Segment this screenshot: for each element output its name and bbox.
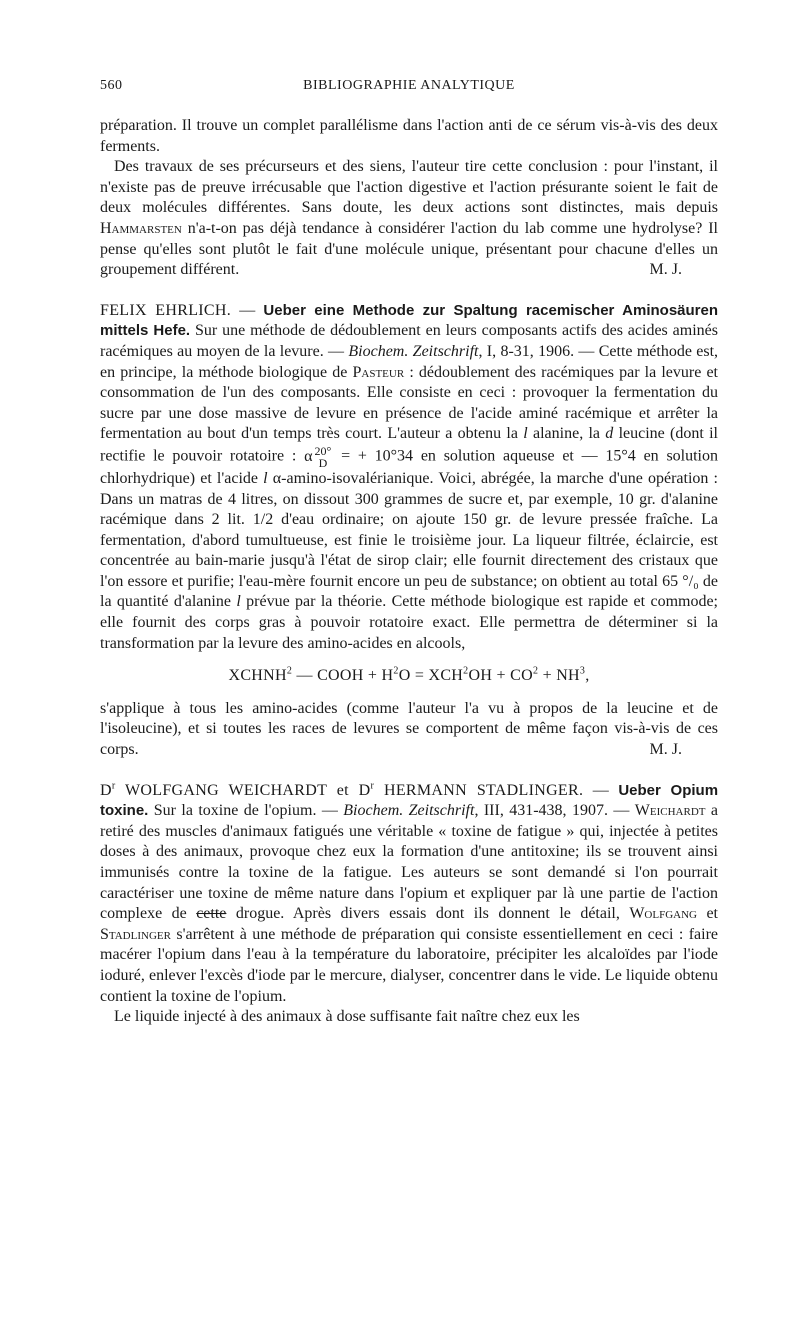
formula-part: XCHNH (228, 667, 287, 685)
journal-name: Biochem. Zeitschrift (348, 342, 479, 360)
alpha-subscript: D (318, 455, 328, 470)
text-run: alanine, la (527, 425, 606, 443)
text-run: n'a-t-on pas déjà tendance à considérer l'action du lab comme une hydrolyse? Il pense qu'elles sont plutôt le fait d'une molécule unique, présentant pour chacune d'elles un groupement différent. (100, 219, 718, 279)
page-header (100, 78, 718, 100)
entry-title: Ueber eine Methode zur Spaltung racemischer Aminosäuren mittels Hefe. (100, 301, 719, 340)
formula-superscript: 2 (532, 665, 539, 677)
journal-name: Biochem. Zeitschrift (343, 802, 475, 820)
formula-part: — COOH + H (292, 667, 394, 685)
paragraph (100, 781, 718, 1008)
alpha-superscript: 20° (314, 443, 332, 458)
page-number: 560 (100, 78, 123, 93)
review-entry (100, 301, 718, 761)
text-run: D (100, 781, 112, 799)
author-name-smallcaps: Wolfgang (629, 905, 697, 923)
text-run: — (231, 301, 264, 319)
text-run: Sur la toxine de l'opium. — (148, 802, 344, 820)
paragraph (100, 699, 718, 761)
text-run: drogue. Après divers essais dont ils donnent le détail, (226, 905, 630, 923)
text-run: : dédoublement des racémiques par la levure et consommation de l'un des composants. Elle consiste en ceci : provoquer la fermentation du sucre par une dose massive de levure en présence de l'acide aminé racémique et arrêter la fermentation au bout d'un temps très court. L'auteur a obtenu la (100, 363, 719, 443)
formula-part: + NH (538, 667, 580, 685)
text-run: s'arrêtent à une méthode de préparation qui consiste essentiellement en ceci : faire macérer l'opium dans l'eau à la température du laboratoire, précipiter les alcaloïdes par l'iode ioduré, enlever l'excès d'iode par le mercure, dialyser, concentrer dans le vide. Le liquide obtenu contient la toxine de l'opium. (100, 925, 718, 1005)
text-run: WOLFGANG WEICHARDT et D (115, 781, 371, 799)
stereo-prefix: l (236, 593, 241, 611)
paragraph: Le liquide injecté à des animaux à dose suffisante fait naître chez eux les (114, 1008, 580, 1026)
chemical-formula (100, 666, 718, 687)
text-run: a retiré des muscles d'animaux fatigués une véritable « toxine de fatigue » qui, injectée à petites doses à des animaux, provoque chez eux la formation d'une antitoxine; ils se trouvent ainsi immunisés contre la toxine de la fatigue. Les auteurs se sont demandé si l'on pourrait caractériser une toxine de même nature dans l'opium et expliquer par là une partie de l'action complexe de (100, 802, 719, 923)
page (100, 78, 718, 1028)
entry-author: FELIX EHRLICH. (100, 301, 232, 319)
text-run: — (583, 781, 619, 799)
stereo-prefix: d (605, 425, 614, 443)
paragraph (100, 157, 718, 281)
formula-superscript: 2 (463, 665, 469, 677)
running-head: BIBLIOGRAPHIE ANALYTIQUE (303, 78, 515, 93)
formula-superscript: 2 (286, 665, 293, 677)
author-name-smallcaps: Stadlinger (100, 925, 171, 943)
entry-authors (100, 782, 583, 799)
text-run: Sur une méthode de dédoublement en leurs composants actifs des acides aminés racémiques au moyen de la levure. — (100, 322, 718, 360)
alpha-indices (315, 445, 332, 469)
formula-superscript: 2 (393, 665, 399, 677)
review-entry (100, 781, 718, 1028)
text-run: α-amino-isovalérianique. Voici, abrégée, la marche d'une opération : Dans un matras de 4 litres, on dissout 300 grammes de sucre et, par exemple, 10 gr. d'alanine racémique dans 2 lit. 1/2 d'eau ordinaire; on ajoute 150 gr. de levure pressée fraîche. La fermentation, d'abord tumultueuse, est finie le troisième jour. La liqueur filtrée, éclaircie, est concentrée au bain-marie jusqu'à l'état de sirop clair; elle fournit directement des cristaux que l'on essore et purifie; l'eau-mère fournit encore un peu de substance; on obtient au total 65 °/₀ de la quantité d'alanine (100, 469, 718, 611)
text-run: HERMANN STADLINGER. (374, 781, 584, 799)
stereo-prefix: l (523, 425, 528, 443)
author-name-smallcaps: Weichardt (634, 802, 706, 820)
journal-reference: , I, 8-31, 1906. (478, 342, 575, 360)
body-text (100, 116, 718, 1028)
text-run: s'applique à tous les amino-acides (comme l'auteur l'a vu à propos de la leucine et de l'isoleucine), et si toutes les races de levures se comportent de même façon vis-à-vis de ces corps. (100, 699, 718, 759)
text-run: leucine (dont il rectifie le pouvoir rotatoire : (100, 425, 718, 465)
paragraph (100, 301, 718, 655)
text-run: Des travaux de ses précurseurs et des siens, l'auteur tire cette conclusion : pour l'instant, il n'existe pas de preuve irrécusable que l'action digestive et l'action présurante soient le fait de deux molécules différentes. Sans doute, les deux actions sont distinctes, mais depuis (100, 158, 718, 217)
journal-reference: , III, 431-438, 1907. — (474, 802, 635, 820)
formula-part: O = XCH (398, 667, 464, 685)
formula-part: , (585, 667, 590, 685)
reviewer-signature: M. J. (649, 261, 682, 279)
struck-word: cette (196, 905, 227, 923)
stereo-prefix: l (263, 469, 268, 487)
author-name-smallcaps: Pasteur (352, 363, 405, 381)
alpha-symbol: α (304, 447, 313, 465)
rotation-symbol (304, 443, 333, 470)
superscript: r (370, 780, 375, 792)
formula-superscript: 3 (579, 665, 586, 677)
text-run: — Cette méthode est, en principe, la méthode biologique de (100, 342, 719, 381)
review-entry-continued (100, 116, 718, 281)
superscript: r (111, 780, 116, 792)
paragraph: préparation. Il trouve un complet parallélisme dans l'action anti de ce sérum vis-à-vis des deux ferments. (100, 117, 718, 155)
text-run: prévue par la théorie. Cette méthode biologique est rapide et commode; elle fournit des corps gras à pouvoir rotatoire exact. Elle permettra de déterminer si la transformation par la levure des amino-acides en alcools, (100, 593, 719, 652)
entry-title: Ueber Opium toxine. (100, 781, 719, 820)
reviewer-signature: M. J. (649, 741, 682, 759)
author-name-smallcaps: Hammarsten (100, 219, 182, 237)
text-run: = + 10°34 en solution aqueuse et — 15°4 en solution chlorhydrique) et l'acide (100, 447, 719, 487)
text-run: et (697, 905, 718, 923)
formula-part: OH + CO (468, 667, 533, 685)
